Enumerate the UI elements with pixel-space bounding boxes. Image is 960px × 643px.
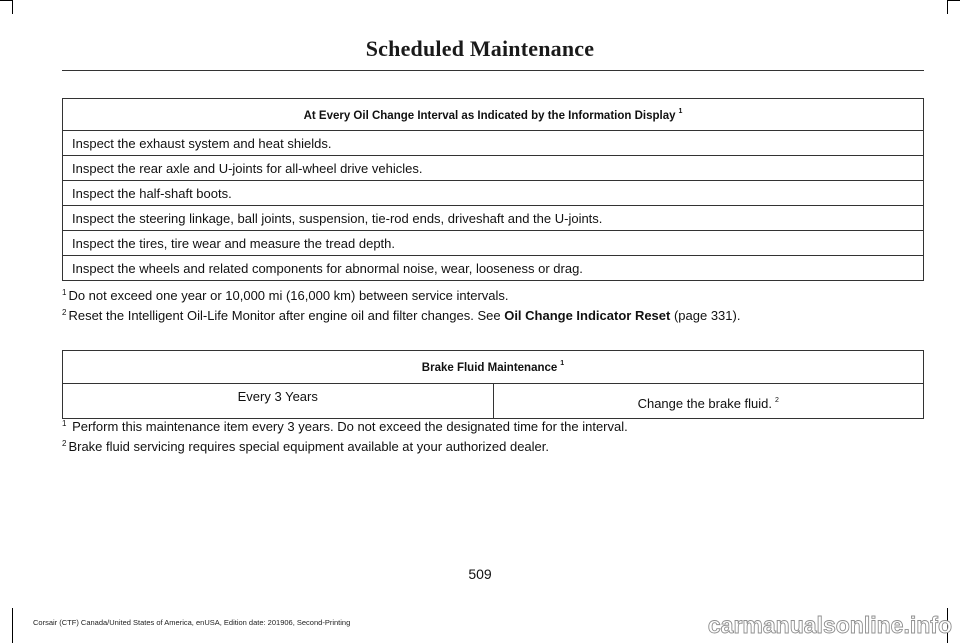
watermark-text: carmanualsonline.info — [707, 612, 952, 638]
oil-change-interval-table — [62, 98, 924, 281]
footnote — [62, 308, 942, 323]
footnote-text: Perform this maintenance item every 3 years. Do not exceed the designated time for the interval. — [68, 419, 628, 434]
edition-info: Corsair (CTF) Canada/United States of America, enUSA, Edition date: 201906, Second-Printing — [33, 618, 351, 627]
table-heading: At Every Oil Change Interval as Indicated by the Information Display $^1$ — [63, 99, 924, 131]
footnote-number: 1 — [62, 288, 67, 297]
table-row: Inspect the wheels and related components for abnormal noise, wear, looseness or drag. — [63, 256, 924, 281]
header-rule — [62, 70, 924, 71]
crop-mark — [947, 0, 948, 14]
page-title: Scheduled Maintenance — [365, 36, 595, 61]
footnote-number: 2 — [62, 439, 67, 448]
table-row: Inspect the steering linkage, ball joints, suspension, tie-rod ends, driveshaft and the U-joints. — [63, 206, 924, 231]
table-row: Inspect the tires, tire wear and measure the tread depth. — [63, 231, 924, 256]
crop-mark — [0, 0, 12, 1]
interval-cell: Every 3 Years — [63, 384, 494, 419]
footnote — [62, 439, 942, 454]
footnote-ref: 1 — [560, 360, 565, 367]
page-number: 509 — [468, 566, 492, 582]
table-heading: Brake Fluid Maintenance $^1$ — [63, 351, 924, 384]
cross-reference-link[interactable]: Oil Change Indicator Reset — [504, 308, 671, 323]
page-reference: (page 331). — [670, 308, 741, 323]
footnote-text: Reset the Intelligent Oil-Life Monitor after engine oil and filter changes. See — [68, 308, 505, 323]
brake-fluid-table — [62, 350, 924, 419]
crop-mark — [948, 0, 960, 1]
footnote-text: Do not exceed one year or 10,000 mi (16,000 km) between service intervals. — [68, 288, 509, 303]
table-row: Inspect the half-shaft boots. — [63, 181, 924, 206]
footnote — [62, 419, 942, 434]
action-cell: Change the brake fluid. $^2$ — [493, 384, 924, 419]
footnote-number: 1 — [62, 419, 67, 428]
footnote-text: Brake fluid servicing requires special equipment available at your authorized dealer. — [68, 439, 550, 454]
crop-mark — [12, 0, 13, 14]
table-row: Inspect the exhaust system and heat shields. — [63, 131, 924, 156]
footnote-ref: 2 — [775, 396, 779, 404]
watermark — [663, 612, 953, 640]
crop-mark — [12, 608, 13, 643]
table-row: Inspect the rear axle and U-joints for all-wheel drive vehicles. — [63, 156, 924, 181]
footnote — [62, 288, 942, 303]
footnote-number: 2 — [62, 308, 67, 317]
footnote-ref: 1 — [678, 107, 683, 115]
